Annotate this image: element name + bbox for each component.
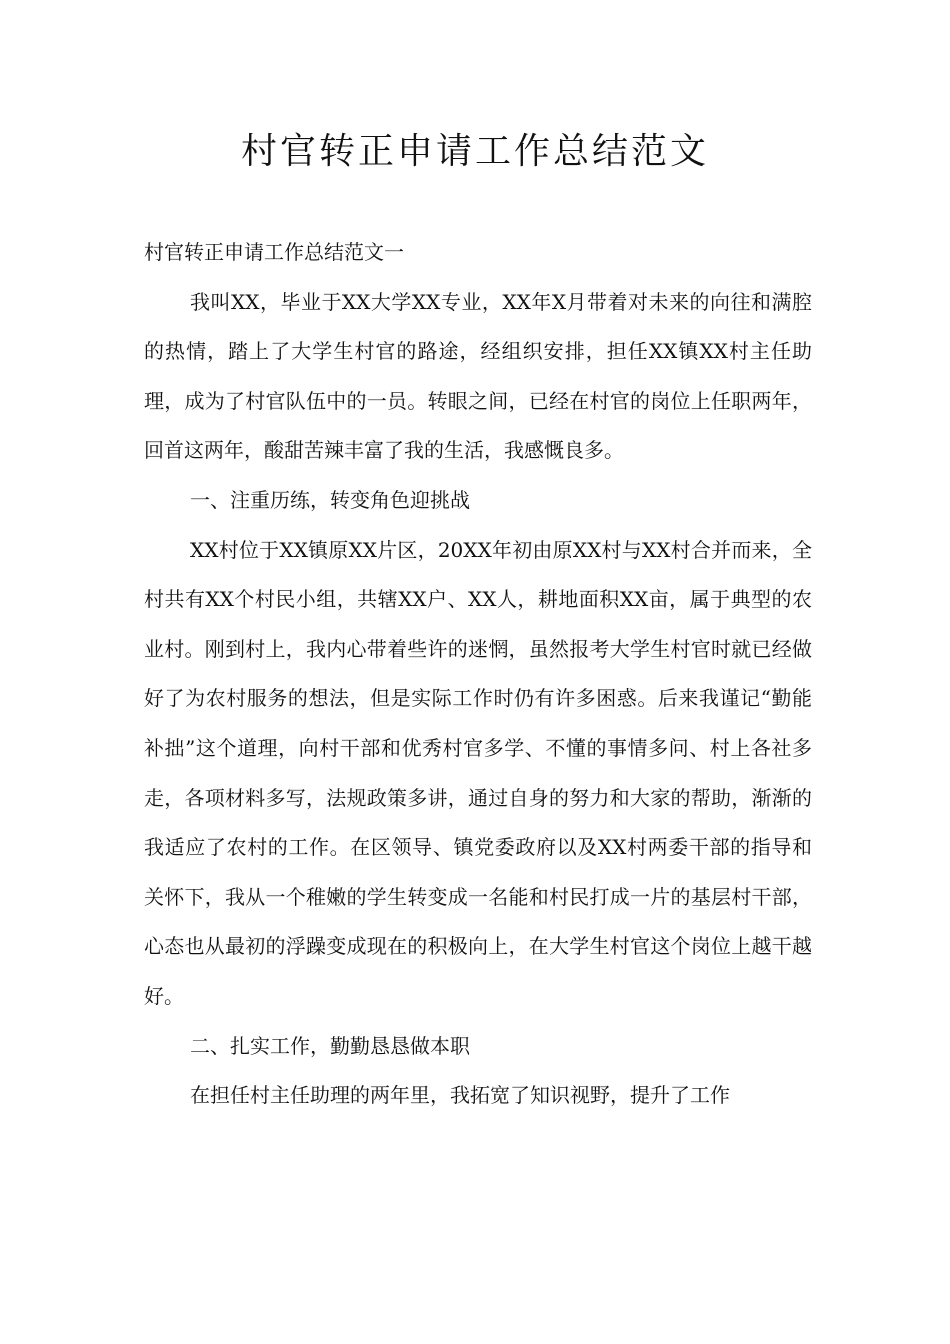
document-title: 村官转正申请工作总结范文: [240, 131, 709, 172]
paragraph-section-2: 在担任村主任助理的两年里，我拓宽了知识视野，提升了工作: [190, 1083, 730, 1108]
paragraph-section-1: XX村位于XX镇原XX片区，20XX年初由原XX村与XX村合并而来，全村共有XX个村民小组，共辖XX户、XX人，耕地面积XX亩，属于典型的农业村。刚到村上，我内心带着些许的迷惘，虽然报考大学生村官时就已经做好了为农村服务的想法，但是实际工作时仍有许多困惑。后来我谨记“勤能补拙”这个道理，向村干部和优秀村官多学、不懂的事情多问、村上各社多走，各项材料多写，法规政策多讲，通过自身的努力和大家的帮助，渐渐的我适应了农村的工作。在区领导、镇党委政府以及XX村两委干部的指导和关怀下，我从一个稚嫩的学生转变成一名能和村民打成一片的基层村干部，心态也从最初的浮躁变成现在的积极向上，在大学生村官这个岗位上越干越好。: [144, 537, 812, 1008]
paragraph-intro: 我叫XX，毕业于XX大学XX专业，XX年X月带着对未来的向往和满腔的热情，踏上了大学生村官的路途，经组织安排，担任XX镇XX村主任助理，成为了村官队伍中的一员。转眼之间，已经在村官的岗位上任职两年，回首这两年，酸甜苦辣丰富了我的生活，我感慨良多。: [144, 289, 812, 463]
document-body: [144, 228, 812, 1121]
section-heading-2: 二、扎实工作，勤勤恳恳做本职: [190, 1033, 470, 1058]
section-heading-1: 一、注重历练，转变角色迎挑战: [190, 487, 470, 512]
document-subtitle: 村官转正申请工作总结范文一: [144, 240, 404, 264]
